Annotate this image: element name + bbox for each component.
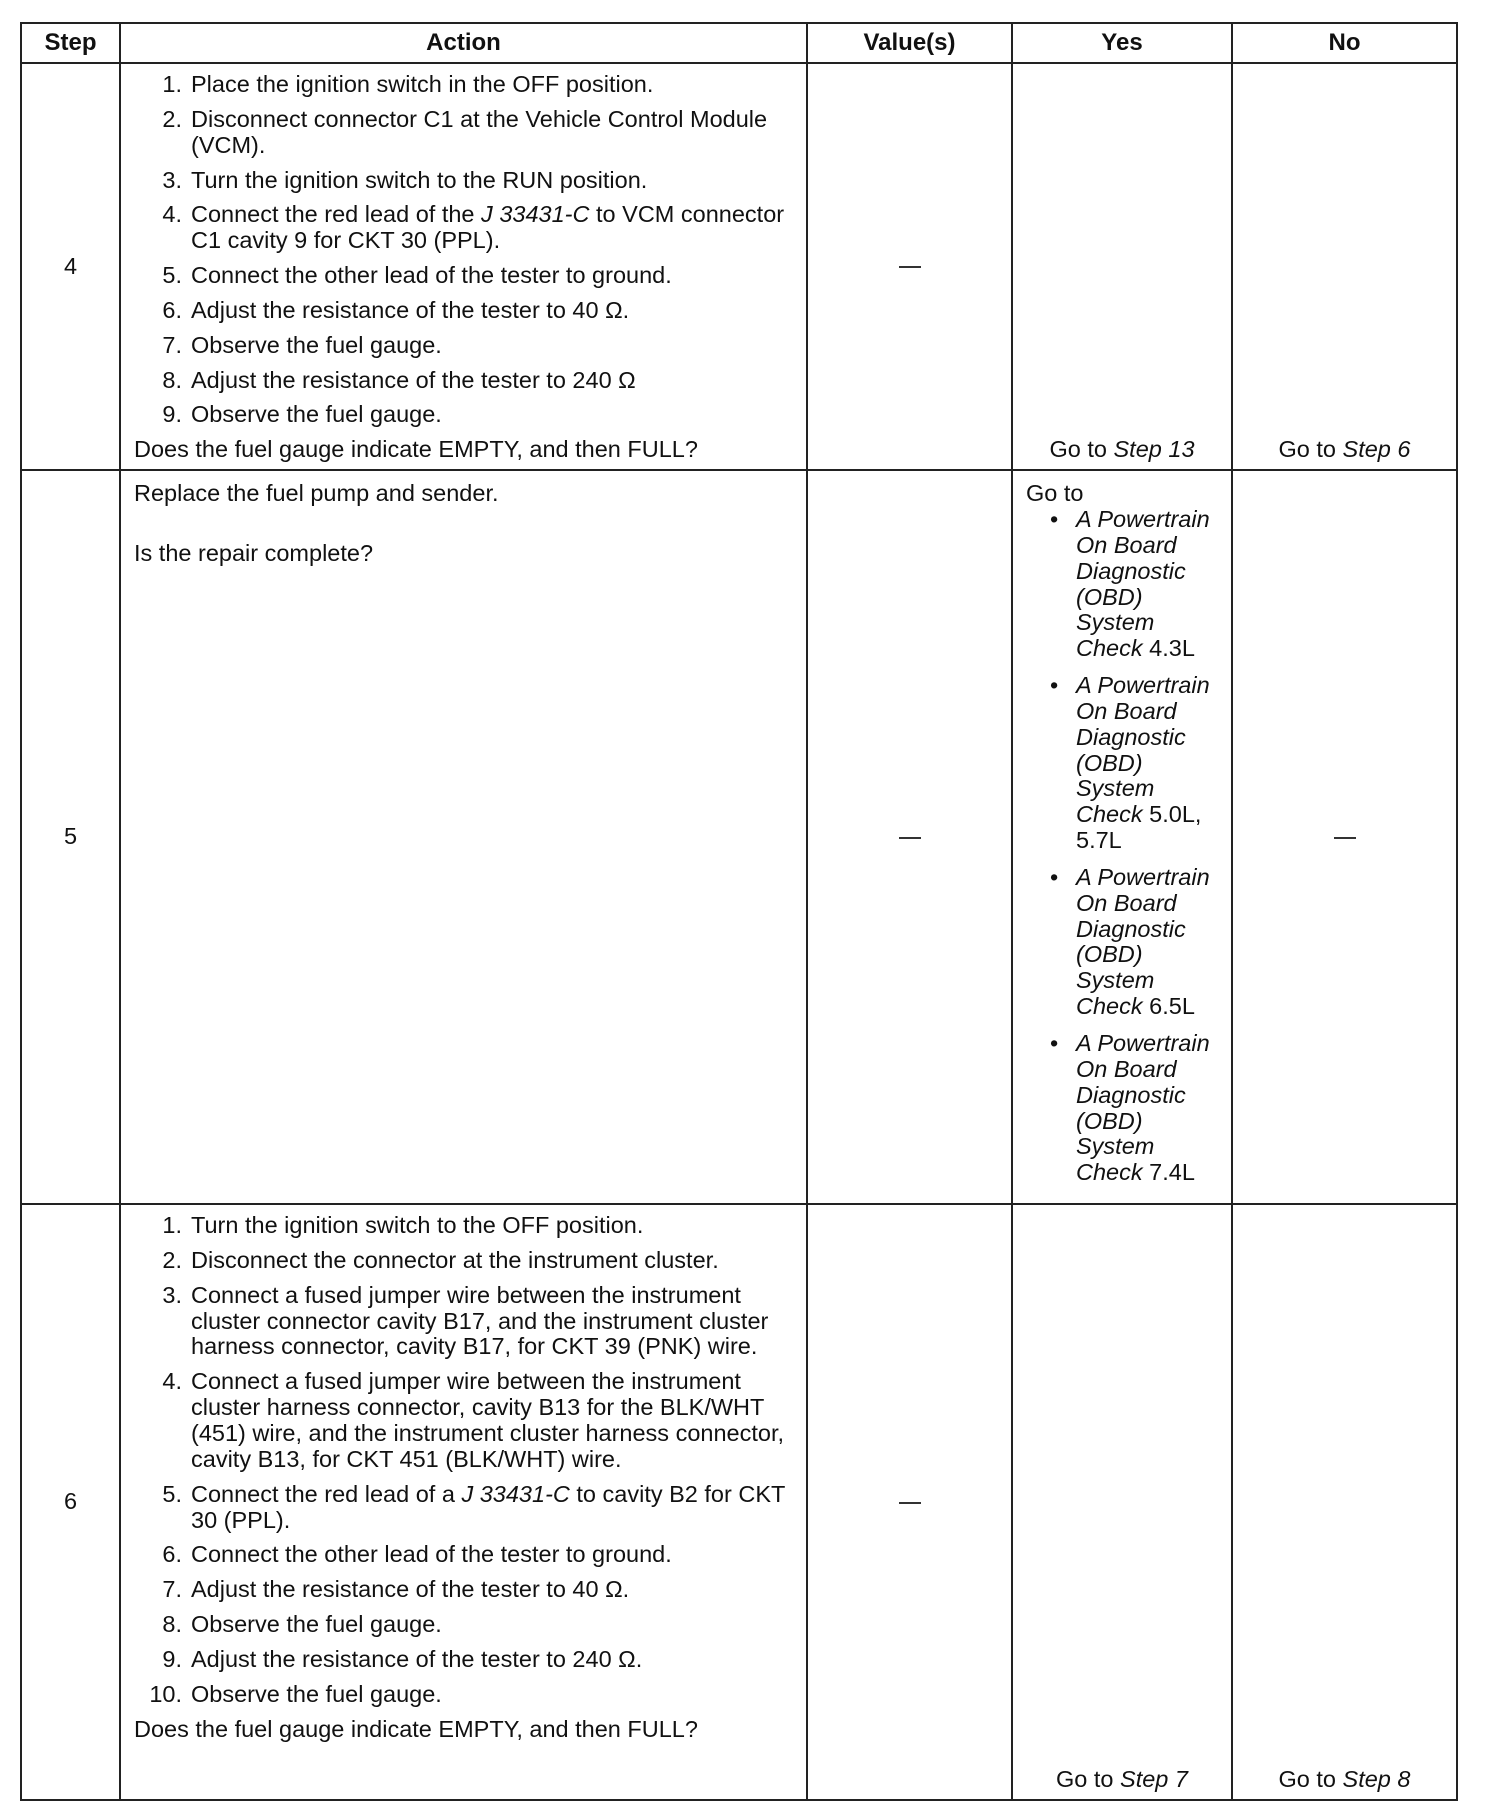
no-step-link[interactable]: Step 6 xyxy=(1342,436,1411,463)
list-item: 2. Disconnect the connector at the instrument cluster. xyxy=(162,1246,719,1273)
tool-reference: J 33431-C xyxy=(481,201,590,228)
goto-link[interactable]: • A Powertrain On Board Diagnostic (OBD) System Check 5.0L, 5.7L xyxy=(1050,672,1210,854)
action-cell xyxy=(120,470,807,1204)
value-cell xyxy=(807,63,1012,470)
goto-link[interactable]: • A Powertrain On Board Diagnostic (OBD) System Check 6.5L xyxy=(1050,863,1210,1020)
no-cell xyxy=(1232,470,1457,1204)
tool-reference: J 33431-C xyxy=(461,1480,570,1507)
table-row xyxy=(21,63,1457,470)
list-item: 3. Turn the ignition switch to the RUN position. xyxy=(162,166,648,193)
action-question: Is the repair complete? xyxy=(134,539,374,566)
no-cell[interactable]: Go to Step 6 xyxy=(1232,63,1457,470)
action-instruction: Replace the fuel pump and sender. xyxy=(134,480,499,507)
empty-dash xyxy=(899,837,921,839)
no-cell[interactable]: Go to Step 8 xyxy=(1232,1204,1457,1800)
list-item: 6. Adjust the resistance of the tester to 40 Ω. xyxy=(162,296,630,323)
list-item: 9. Observe the fuel gauge. xyxy=(162,401,442,428)
step-number: 5 xyxy=(21,470,120,1204)
goto-intro: Go to xyxy=(1026,480,1084,507)
header-step: Step xyxy=(21,23,120,63)
yes-cell[interactable]: Go to Step 13 xyxy=(1012,63,1232,470)
list-item: 5. Connect the other lead of the tester to ground. xyxy=(162,262,672,289)
list-item: 10. Observe the fuel gauge. xyxy=(149,1680,442,1707)
no-step-link[interactable]: Step 8 xyxy=(1342,1766,1411,1793)
step-number: 6 xyxy=(21,1204,120,1800)
action-question: Does the fuel gauge indicate EMPTY, and then FULL? xyxy=(134,1715,698,1742)
list-item: 1. Turn the ignition switch to the OFF position. xyxy=(162,1212,644,1239)
list-item: 4. Connect the red lead of the J 33431-C to VCM connector C1 cavity 9 for CKT 30 (PPL). xyxy=(162,201,785,254)
action-cell xyxy=(120,63,807,470)
goto-link[interactable]: • A Powertrain On Board Diagnostic (OBD) System Check 4.3L xyxy=(1050,505,1210,662)
list-item: 8. Adjust the resistance of the tester to 240 Ω xyxy=(162,366,636,393)
yes-cell[interactable]: Go to Step 7 xyxy=(1012,1204,1232,1800)
header-values: Value(s) xyxy=(807,23,1012,63)
list-item: 4. Connect a fused jumper wire between the instrument cluster harness connector, cavity B13 for the BLK/WHT (451) wire, and the instrument cluster harness connector, cavity B13, for CKT 451 (BLK/WHT) wire. xyxy=(162,1368,785,1472)
list-item: 3. Connect a fused jumper wire between the instrument cluster connector cavity B17, and the instrument cluster harness connector, cavity B17, for CKT 39 (PNK) wire. xyxy=(162,1281,769,1360)
table-header-row xyxy=(21,23,1457,63)
value-cell xyxy=(807,470,1012,1204)
action-steps xyxy=(134,72,796,428)
table-row xyxy=(21,470,1457,1204)
action-steps xyxy=(134,1213,796,1708)
goto-list xyxy=(1026,507,1225,1186)
yes-cell xyxy=(1012,470,1232,1204)
bullet-icon: • xyxy=(1050,505,1059,532)
empty-dash xyxy=(1334,837,1356,839)
list-item: 1. Place the ignition switch in the OFF position. xyxy=(162,71,654,97)
action-cell xyxy=(120,1204,807,1800)
list-item: 7. Adjust the resistance of the tester to 40 Ω. xyxy=(162,1576,630,1603)
list-item: 2. Disconnect connector C1 at the Vehicle Control Module (VCM). xyxy=(162,105,768,158)
empty-dash xyxy=(899,1502,921,1504)
header-action: Action xyxy=(120,23,807,63)
list-item: 9. Adjust the resistance of the tester to 240 Ω. xyxy=(162,1645,643,1672)
list-item: 6. Connect the other lead of the tester to ground. xyxy=(162,1541,672,1568)
list-item: 7. Observe the fuel gauge. xyxy=(162,331,442,358)
yes-step-link[interactable]: Step 13 xyxy=(1113,436,1195,463)
value-cell xyxy=(807,1204,1012,1800)
goto-link[interactable]: • A Powertrain On Board Diagnostic (OBD) System Check 7.4L xyxy=(1050,1030,1210,1186)
step-number: 4 xyxy=(21,63,120,470)
header-no: No xyxy=(1232,23,1457,63)
diagnostic-table xyxy=(20,22,1458,1801)
yes-step-link[interactable]: Step 7 xyxy=(1120,1766,1188,1793)
bullet-icon: • xyxy=(1050,1030,1059,1056)
empty-dash xyxy=(899,266,921,268)
action-question: Does the fuel gauge indicate EMPTY, and then FULL? xyxy=(134,436,698,463)
bullet-icon: • xyxy=(1050,672,1059,699)
table-row xyxy=(21,1204,1457,1800)
bullet-icon: • xyxy=(1050,863,1059,890)
list-item: 5. Connect the red lead of a J 33431-C to cavity B2 for CKT 30 (PPL). xyxy=(162,1480,785,1533)
header-yes: Yes xyxy=(1012,23,1232,63)
list-item: 8. Observe the fuel gauge. xyxy=(162,1611,442,1638)
